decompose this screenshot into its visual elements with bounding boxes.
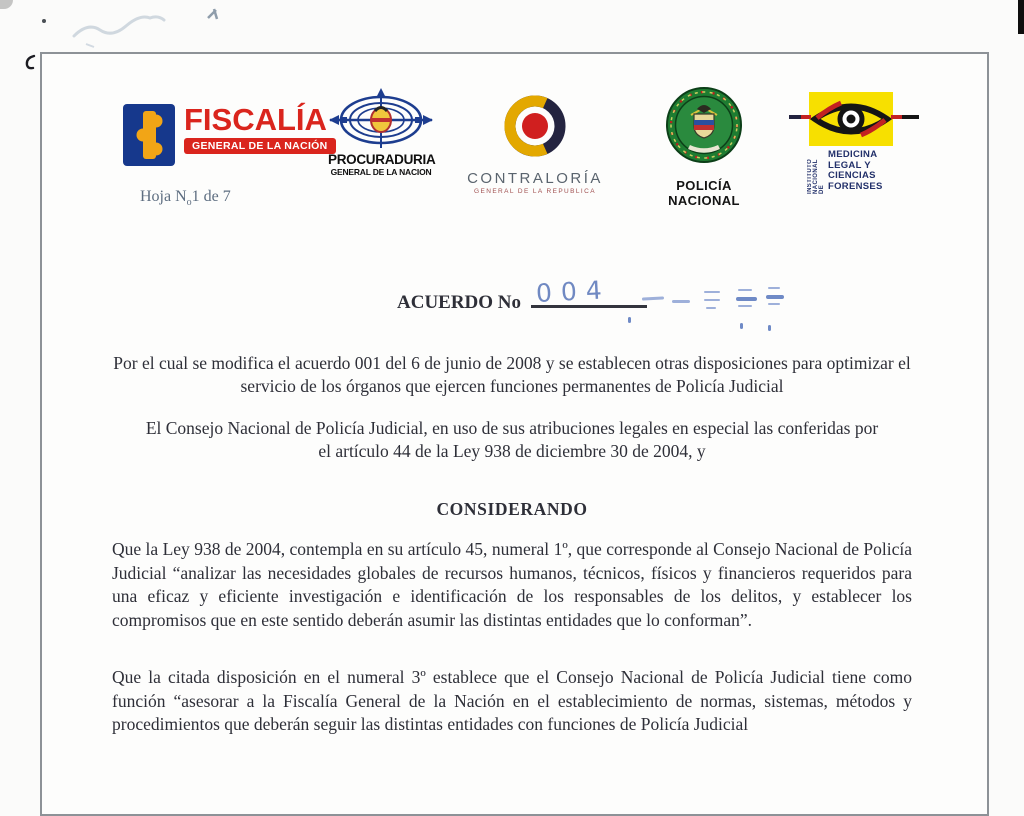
acuerdo-title (397, 275, 647, 314)
pencil-scribble (66, 2, 256, 50)
medicina-line-4: FORENSES (828, 180, 883, 192)
blue-ink-scribbles (642, 283, 802, 331)
acuerdo-number-line (531, 275, 647, 308)
medicina-line-1: MEDICINA (828, 149, 878, 160)
contraloria-ring-icon (498, 90, 572, 164)
procuraduria-wordmark: PROCURADURIA (328, 152, 436, 167)
section-heading: CONSIDERANDO (436, 499, 588, 519)
procuraduria-subtitle: GENERAL DE LA NACION (330, 167, 432, 177)
fiscalia-subtitle: GENERAL DE LA NACIÓN (184, 138, 336, 154)
medicina-legal-logo (795, 92, 913, 194)
page-number-label (140, 188, 231, 208)
intro-paragraph-1: Por el cual se modifica el acuerdo 001 del 6 de junio de 2008 y se establecen otras disposiciones para optimizar el servicio de los órganos que ejercen funciones permanentes de Policía Judicial (113, 353, 911, 396)
page-number-rest: 1 de 7 (191, 188, 231, 205)
contraloria-subtitle: GENERAL DE LA REPUBLICA (474, 188, 596, 195)
acuerdo-title-label: ACUERDO No (397, 292, 522, 313)
pen-squiggle-mark (22, 54, 38, 70)
scan-edge-artifact (1018, 0, 1024, 34)
medicina-eye-icon (809, 92, 893, 146)
medicina-line-left (789, 115, 811, 119)
acuerdo-number-handwritten: 004 (535, 275, 612, 308)
policia-wordmark: POLICÍA NACIONAL (668, 178, 740, 208)
considerando-paragraph-1: Que la Ley 938 de 2004, contempla en su artículo 45, numeral 1º, que corresponde al Consejo Nacional de Policía Judicial “analizar las necesidades globales de recursos humanos, técnicos, físicos y financieros requeridos para una eficaz y eficiente investigación e identificación de los responsables de los delitos, y establecer los compromisos que en este sentido deberán asumir las distintas entidades que lo conforman”. (112, 539, 912, 630)
pen-dot-mark (42, 19, 46, 23)
fiscalia-logo (123, 104, 336, 166)
medicina-vertical-label: INSTITUTO NACIONAL DE (807, 158, 825, 194)
procuraduria-crest-icon (328, 88, 434, 150)
medicina-line-3: CIENCIAS (828, 170, 876, 181)
fiscalia-wordmark: FISCALÍA (184, 102, 327, 137)
page-number-ordinal: o (186, 197, 192, 209)
policia-nacional-logo (648, 85, 760, 208)
contraloria-wordmark: CONTRALORÍA (467, 170, 603, 187)
considerando-paragraph-2: Que la citada disposición en el numeral 3º establece que el Consejo Nacional de Policía Judicial tiene como función “asesorar a la Fiscalía General de la Nación en el establecimiento de normas, sistemas, métodos y procedimientos que deberán seguir las distintas entidades con funciones de Policía Judicial (112, 667, 912, 734)
procuraduria-logo (328, 88, 434, 177)
medicina-line-right (891, 115, 919, 119)
intro-paragraph-2: El Consejo Nacional de Policía Judicial, en uso de sus atribuciones legales en especial las conferidas por el artículo 44 de la Ley 938 de diciembre 30 de 2004, y (145, 418, 879, 461)
page-number-prefix: Hoja N (140, 188, 187, 205)
contraloria-logo (466, 90, 604, 195)
fiscalia-puzzle-icon (123, 104, 175, 166)
policia-crest-icon (661, 85, 747, 171)
scan-corner-smudge (0, 0, 13, 9)
medicina-line-2: LEGAL Y (828, 159, 871, 171)
